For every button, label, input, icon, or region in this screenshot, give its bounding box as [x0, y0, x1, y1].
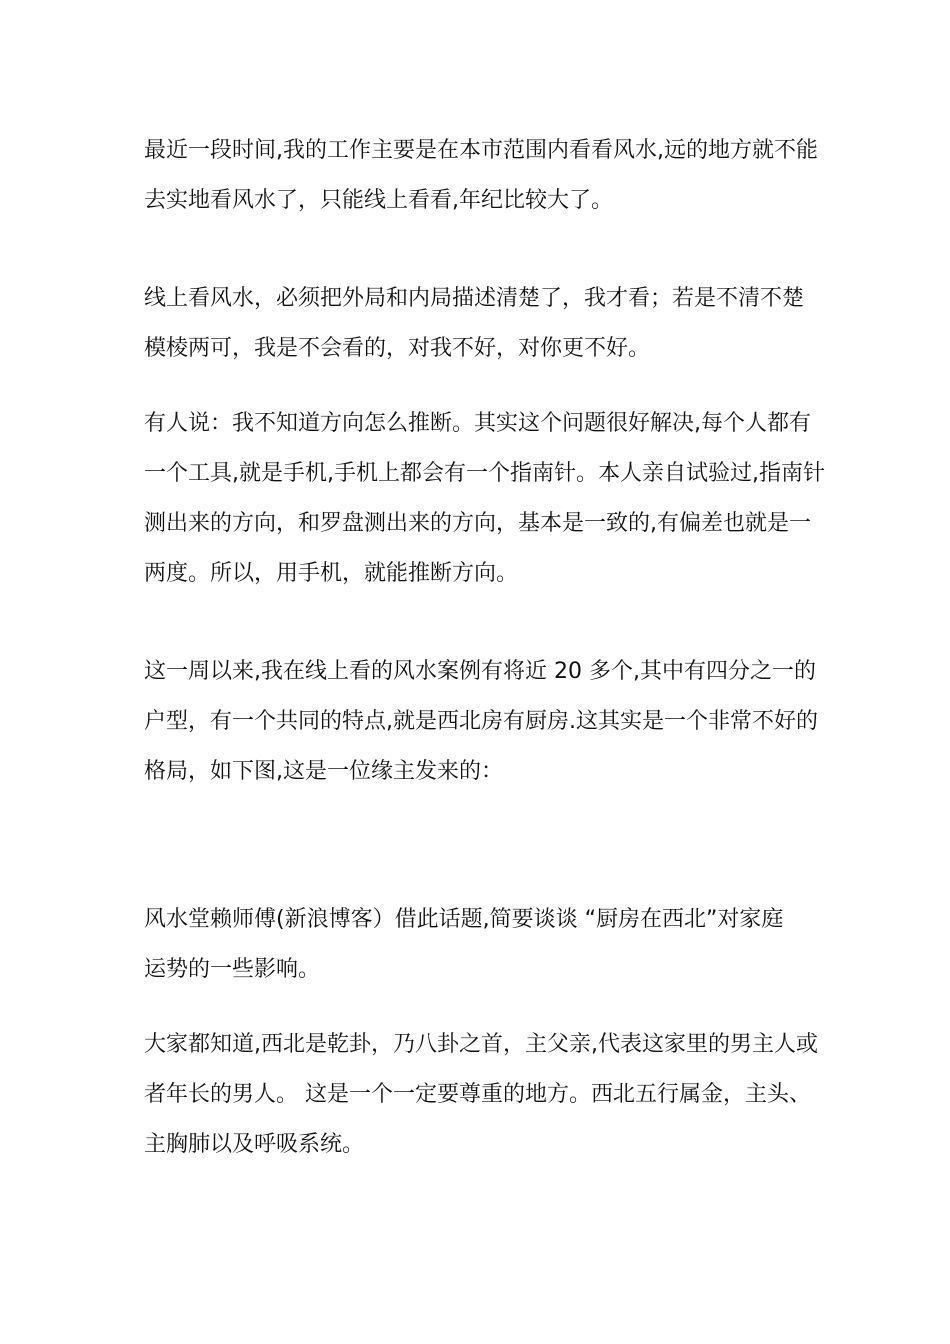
- paragraph-line: 最近一段时间,我的工作主要是在本市范围内看看风水,远的地方就不能: [144, 138, 818, 163]
- paragraph-line: 模棱两可，我是不会看的，对我不好，对你更不好。: [144, 336, 651, 361]
- paragraph-line: 两度。所以，用手机，就能推断方向。: [144, 561, 519, 586]
- paragraph-6: [144, 1020, 818, 1170]
- paragraph-line: 一个工具,就是手机,手机上都会有一个指南针。本人亲自试验过,指南针: [144, 461, 825, 486]
- paragraph-line: 风水堂赖师傅(新浪博客）借此话题,简要谈谈 “厨房在西北”对家庭: [144, 907, 784, 932]
- paragraph-5: [144, 895, 809, 995]
- paragraph-line: 格局，如下图,这是一位缘主发来的：: [144, 759, 503, 784]
- paragraph-line: 大家都知道,西北是乾卦，乃八卦之首，主父亲,代表这家里的男主人或: [144, 1032, 818, 1057]
- paragraph-line: 运势的一些影响。: [144, 957, 321, 982]
- paragraph-line: 去实地看风水了，只能线上看看,年纪比较大了。: [144, 188, 613, 213]
- paragraph-line: 这一周以来,我在线上看的风水案例有将近 20 多个,其中有四分之一的: [144, 659, 816, 684]
- paragraph-line: 有人说：我不知道方向怎么推断。其实这个问题很好解决,每个人都有: [144, 411, 811, 436]
- paragraph-4: [144, 647, 818, 797]
- paragraph-line: 户型，有一个共同的特点,就是西北房有厨房.这其实是一个非常不好的: [144, 709, 818, 734]
- paragraph-3: [144, 399, 825, 599]
- paragraph-1: [144, 126, 818, 226]
- paragraph-line: 者年长的男人。 这是一个一定要尊重的地方。西北五行属金，主头、: [144, 1082, 811, 1107]
- paragraph-line: 线上看风水，必须把外局和内局描述清楚了，我才看；若是不清不楚: [144, 286, 805, 311]
- paragraph-2: [144, 274, 809, 374]
- paragraph-line: 主胸肺以及呼吸系统。: [144, 1132, 365, 1157]
- paragraph-line: 测出来的方向，和罗盘测出来的方向，基本是一致的,有偏差也就是一: [144, 511, 811, 536]
